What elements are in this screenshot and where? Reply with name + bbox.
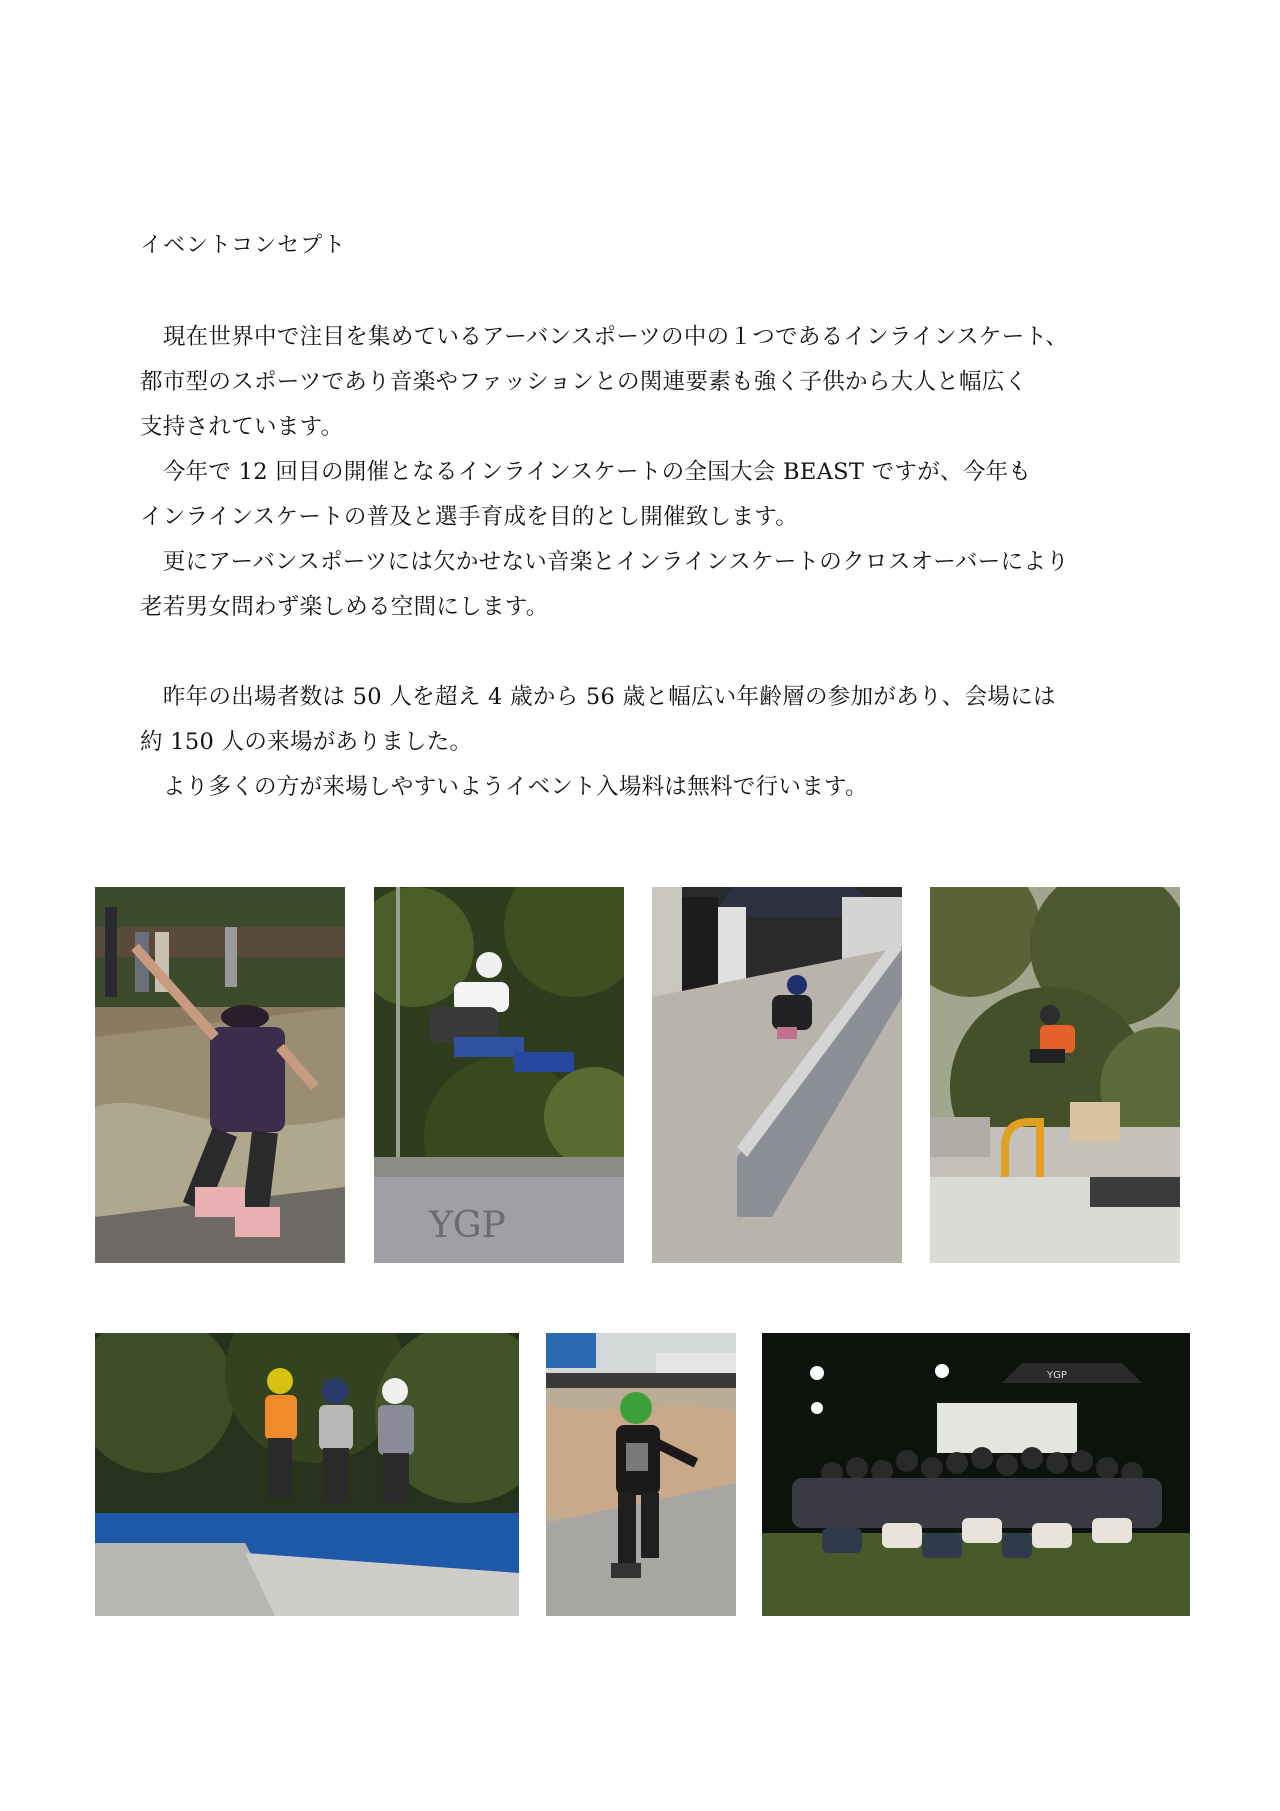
text-line: 約 150 人の来場がありました。 [140, 729, 473, 755]
concept-text [140, 315, 1200, 810]
paragraph [140, 315, 1200, 450]
text-line: より多くの方が来場しやすいようイベント入場料は無料で行います。 [162, 774, 868, 800]
paragraph [140, 675, 1200, 765]
paragraph [140, 540, 1200, 630]
paragraph [140, 765, 1200, 810]
tent-brand-text: YGP [1047, 1370, 1067, 1381]
text-line: 都市型のスポーツであり音楽やファッションとの関連要素も強く子供から大人と幅広く [140, 369, 1028, 395]
photo-skater-jump-white-helmet [374, 887, 624, 1263]
text-line: 更にアーバンスポーツには欠かせない音楽とインラインスケートのクロスオーバーにより [162, 549, 1069, 575]
text-line: 支持されています。 [140, 414, 344, 440]
ramp-brand-text: YGP [429, 1205, 506, 1246]
photo-group-night [762, 1333, 1190, 1616]
paragraph [140, 450, 1200, 540]
text-line: 現在世界中で注目を集めているアーバンスポーツの中の１つであるインラインスケート、 [162, 324, 1069, 350]
text-line: 昨年の出場者数は 50 人を超え 4 歳から 56 歳と幅広い年齢層の参加があり、会場には [162, 684, 1056, 710]
text-line: 老若男女問わず楽しめる空間にします。 [140, 594, 549, 620]
photo-skater-grind-purple-shirt [95, 887, 345, 1263]
photo-three-kids-helmets [95, 1333, 519, 1616]
photo-skater-jump-orange-shirt [930, 887, 1180, 1263]
text-line: インラインスケートの普及と選手育成を目的とし開催致します。 [140, 504, 799, 530]
text-line: 今年で 12 回目の開催となるインラインスケートの全国大会 BEAST ですが、今年も [162, 459, 1032, 485]
photo-child-green-helmet [546, 1333, 736, 1616]
page-heading: イベントコンセプト [140, 233, 347, 258]
photo-skater-rail-slide [652, 887, 902, 1263]
